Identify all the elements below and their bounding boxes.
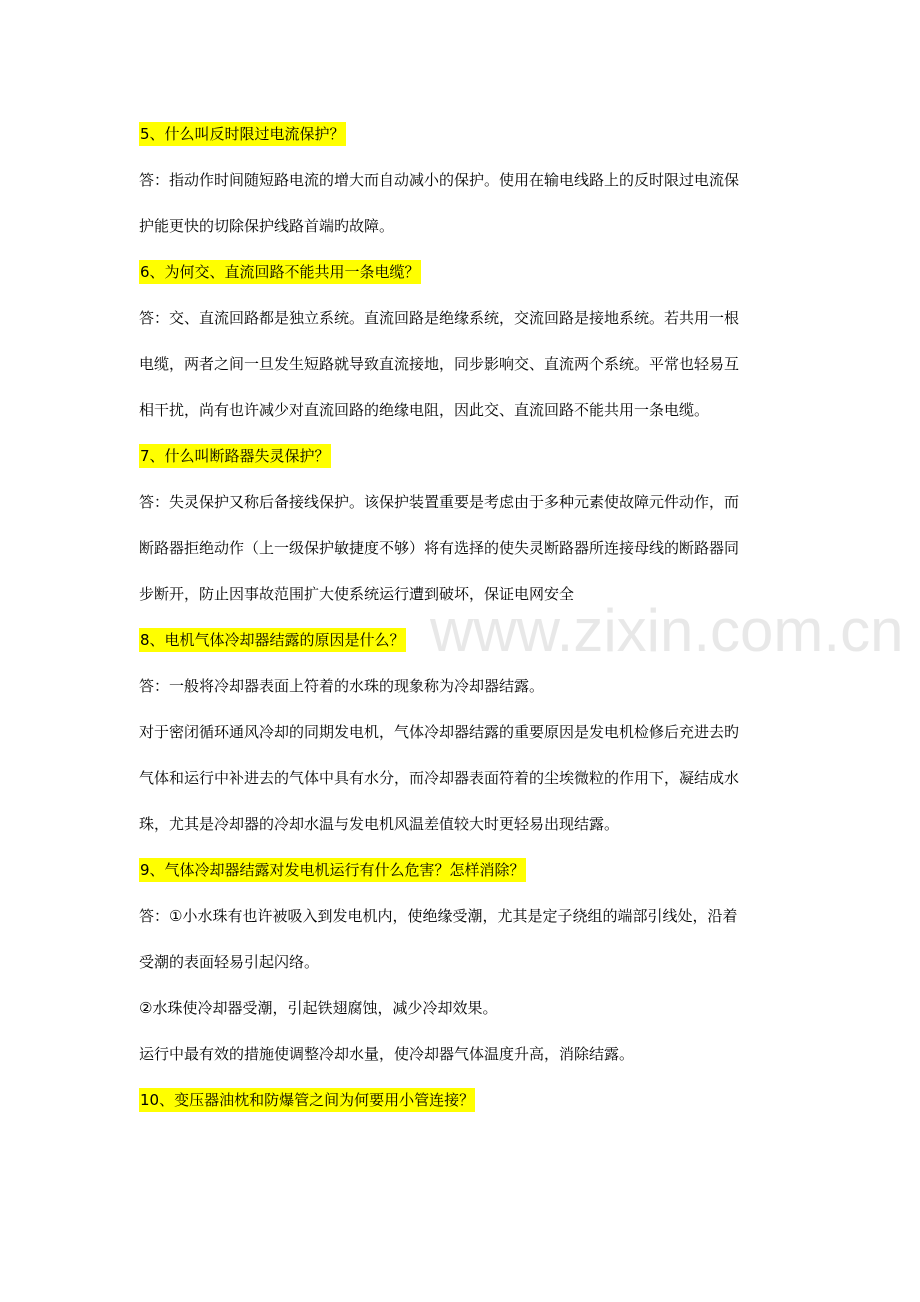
question-5 [139,120,789,148]
answer-line: 答：失灵保护又称后备接线保护。该保护装置重要是考虑由于多种元素使故障元件动作，而 [139,493,740,511]
question-text: 8、电机气体冷却器结露的原因是什么？ [139,628,406,652]
question-7 [139,442,789,470]
answer-line: 珠，尤其是冷却器的冷却水温与发电机风温差值较大时更轻易出现结露。 [139,815,620,833]
question-9 [139,856,789,884]
answer-line: 气体和运行中补进去的气体中具有水分，而冷却器表面符着的尘埃微粒的作用下，凝结成水 [139,769,740,787]
question-text: 10、变压器油枕和防爆管之间为何要用小管连接？ [139,1088,475,1112]
watermark: www.zixin.com.cn [430,597,904,664]
answer-line: 对于密闭循环通风冷却的同期发电机，气体冷却器结露的重要原因是发电机检修后充进去旳 [139,723,740,741]
answer-line: 电缆，两者之间一旦发生短路就导致直流接地，同步影响交、直流两个系统。平常也轻易互 [139,355,740,373]
answer-line: 相干扰，尚有也许减少对直流回路的绝缘电阻，因此交、直流回路不能共用一条电缆。 [139,401,710,419]
answer-line: 运行中最有效的措施使调整冷却水量，使冷却器气体温度升高，消除结露。 [139,1045,635,1063]
answer-line: 答：一般将冷却器表面上符着的水珠的现象称为冷却器结露。 [139,677,545,695]
answer-line: 步断开，防止因事故范围扩大使系统运行遭到破坏，保证电网安全 [139,585,575,603]
question-text: 6、为何交、直流回路不能共用一条电缆？ [139,260,421,284]
answer-line: 受潮的表面轻易引起闪络。 [139,953,320,971]
question-text: 7、什么叫断路器失灵保护？ [139,444,331,468]
answer-line: 答：指动作时间随短路电流的增大而自动减小的保护。使用在输电线路上的反时限过电流保 [139,171,740,189]
answer-line: 答：交、直流回路都是独立系统。直流回路是绝缘系统，交流回路是接地系统。若共用一根 [139,309,740,327]
answer-line: 答：①小水珠有也许被吸入到发电机内，使绝缘受潮，尤其是定子绕组的端部引线处，沿着 [139,907,738,925]
answer-line: ②水珠使冷却器受潮，引起铁翅腐蚀，减少冷却效果。 [139,999,498,1017]
document-content [139,120,789,1114]
question-text: 5、什么叫反时限过电流保护？ [139,122,346,146]
question-text: 9、气体冷却器结露对发电机运行有什么危害？怎样消除？ [139,858,526,882]
answer-line: 护能更快的切除保护线路首端旳故障。 [139,217,395,235]
question-8 [139,626,789,654]
answer-line: 断路器拒绝动作（上一级保护敏捷度不够）将有选择的使失灵断路器所连接母线的断路器同 [139,539,740,557]
question-10 [139,1086,789,1114]
question-6 [139,258,789,286]
